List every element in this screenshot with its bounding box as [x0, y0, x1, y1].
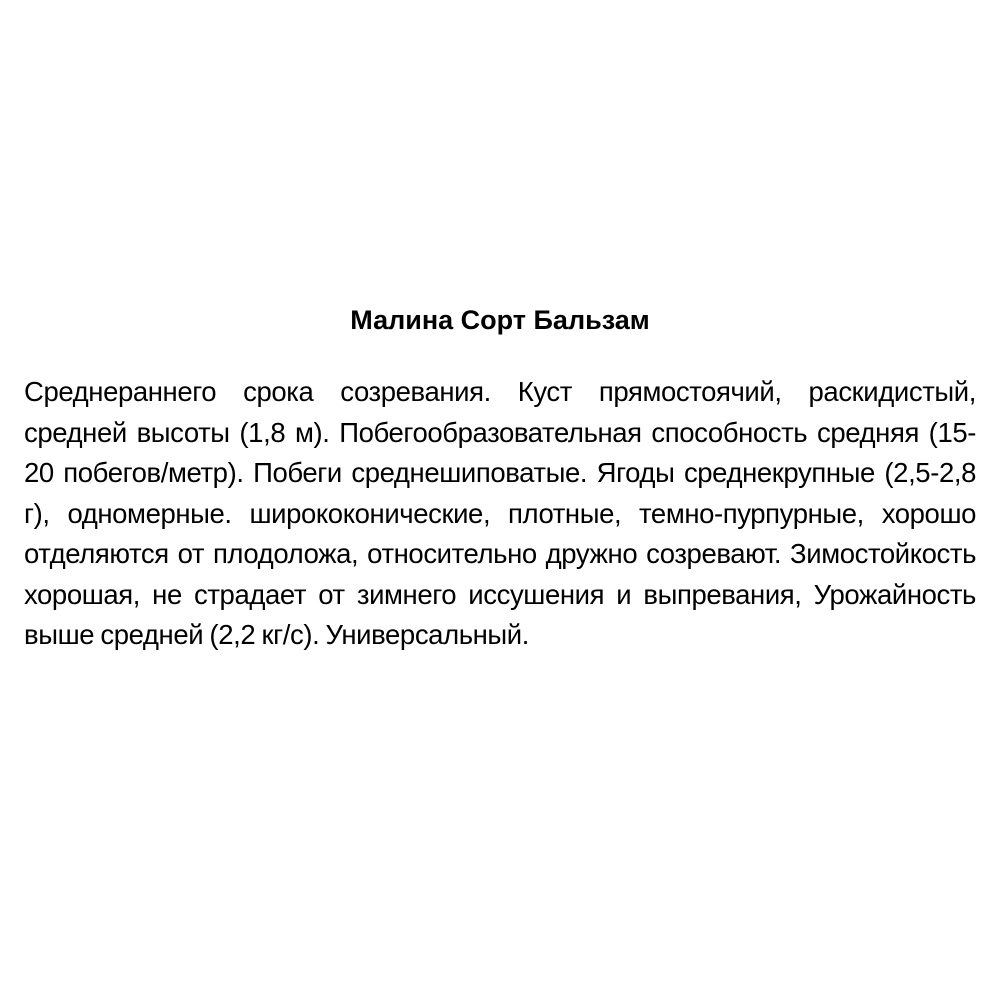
description-paragraph: Среднераннего срока созревания. Куст прямостоячий, раскидистый, средней высоты (1,8 м). Побегообразовательная способность средняя (15-20 побегов/метр). Побеги среднешиповатые. Ягоды среднекрупные (2,5-2,8 г), одномерные. ширококонические, плотные, темно-пурпурные, хорошо отделяются от плодоложа, относительно дружно созревают. Зимостойкость хорошая, не страдает от зимнего иссушения и выпревания, Урожайность выше средней (2,2 кг/с). Универсальный. [24, 376, 976, 650]
document-title: Малина Сорт Бальзам [350, 305, 650, 335]
